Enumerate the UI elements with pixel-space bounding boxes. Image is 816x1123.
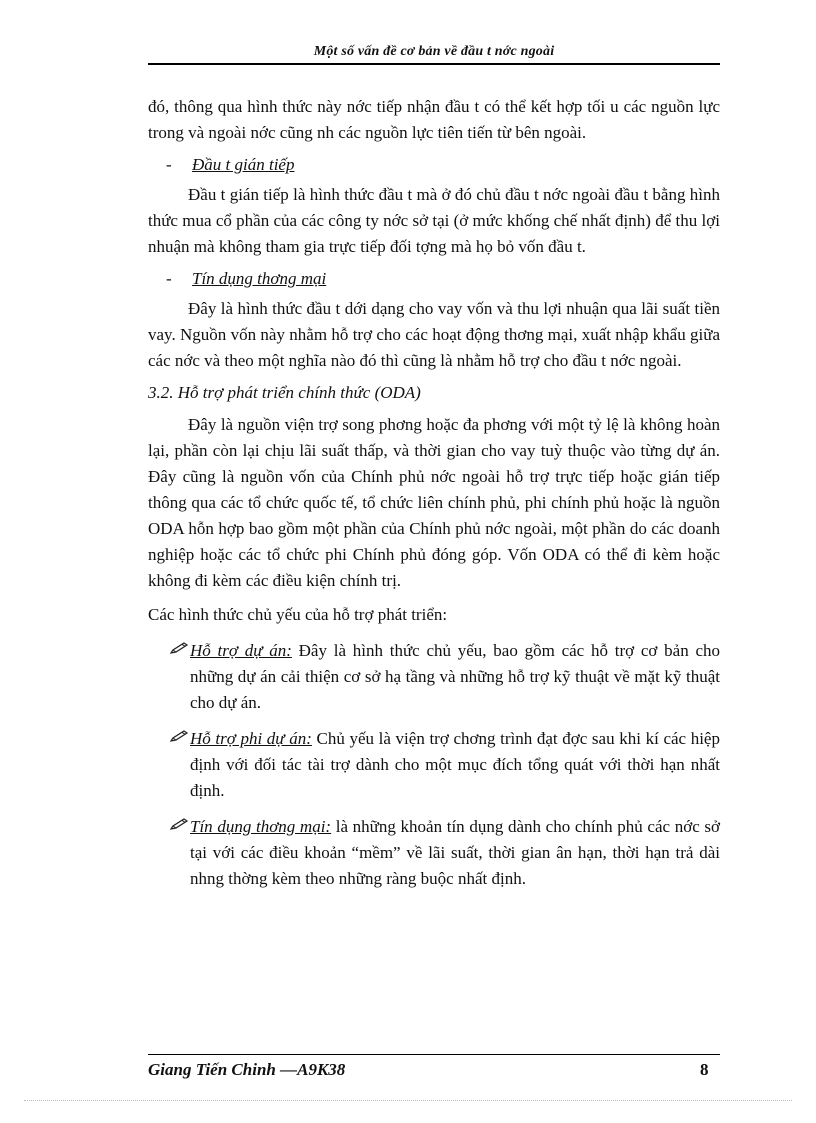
page-header: Một số vấn đề cơ bản về đầu t nớc ngoài — [313, 44, 555, 59]
subheading-indirect-investment — [166, 152, 720, 178]
bullet-lead: Hỗ trợ dự án: — [190, 641, 292, 660]
bullet-text: Đây là hình thức chủ yếu, bao gồm các hỗ trợ cơ bản cho những dự án cải thiện cơ sở hạ tầng và những hỗ trợ kỹ thuật về mặt kỹ thuật cho dự án. — [190, 641, 720, 712]
pencil-icon — [170, 818, 188, 830]
dash-marker: - — [166, 269, 172, 288]
bullet-item — [148, 726, 720, 804]
bullet-text: Chủ yếu là viện trợ chơng trình đạt đợc sau khi kí các hiệp định với đối tác tài trợ dành cho một mục đích tổng quát với thời hạn nhất định. — [190, 729, 720, 800]
footer-rule — [148, 1054, 720, 1055]
bullet-item — [148, 638, 720, 716]
pencil-icon — [170, 642, 188, 654]
header-rule — [148, 63, 720, 65]
paragraph: Đầu t gián tiếp là hình thức đầu t mà ở đó chủ đầu t nớc ngoài đầu t bằng hình thức mua cổ phần của các công ty nớc sở tại (ở mức khống chế nhất định) để thu lợi nhuận mà không tham gia trực tiếp đối tợng mà họ bỏ vốn đầu t. — [148, 185, 720, 256]
section-title: 3.2. Hỗ trợ phát triển chính thức (ODA) — [148, 383, 421, 402]
paragraph: Đây là nguồn viện trợ song phơng hoặc đa phơng với một tỷ lệ là không hoàn lại, phần còn lại chịu lãi suất thấp, và thời gian cho vay tuỳ thuộc vào từng dự án. Đây cũng là nguồn vốn của Chính phủ nớc ngoài hỗ trợ trực tiếp hoặc gián tiếp thông qua các tổ chức quốc tế, tổ chức liên chính phủ, phi chính phủ hoặc là nguồn ODA hỗn hợp bao gồm một phần của Chính phủ nớc ngoài, một phần do các doanh nghiệp hoặc các tổ chức phi Chính phủ đóng góp. Vốn ODA có thể đi kèm hoặc không đi kèm các điều kiện chính trị. — [148, 415, 720, 590]
page-number: 8 — [700, 1060, 709, 1079]
paragraph: đó, thông qua hình thức này nớc tiếp nhận đầu t có thể kết hợp tối u các nguồn lực trong và ngoài nớc cũng nh các nguồn lực tiên tiến từ bên ngoài. — [148, 97, 720, 142]
paragraph: Các hình thức chủ yếu của hỗ trợ phát triển: — [148, 605, 448, 624]
bullet-text: là những khoản tín dụng dành cho chính phủ các nớc sở tại với các điều khoản “mềm” về lãi suất, thời gian ân hạn, thời hạn trả dài nhng thờng kèm theo những ràng buộc nhất định. — [190, 817, 720, 888]
document-body — [148, 94, 720, 892]
footer-author: Giang Tiến Chinh —A9K38 — [148, 1060, 346, 1079]
bullet-lead: Tín dụng thơng mại: — [190, 817, 332, 836]
paragraph: Đây là hình thức đầu t dới dạng cho vay vốn và thu lợi nhuận qua lãi suất tiền vay. Nguồn vốn này nhằm hỗ trợ cho các hoạt động thơng mại, xuất nhập khẩu giữa các nớc và theo một nghĩa nào đó thì cũng là nhằm hỗ trợ cho đầu t nớc ngoài. — [148, 299, 720, 370]
subheading-title: Đầu t gián tiếp — [192, 155, 295, 174]
bullet-lead: Hỗ trợ phi dự án: — [190, 729, 312, 748]
dash-marker: - — [166, 155, 172, 174]
subheading-title: Tín dụng thơng mại — [192, 269, 327, 288]
pencil-icon — [170, 730, 188, 742]
page-edge-dotted-line — [24, 1100, 792, 1101]
subheading-commercial-credit — [166, 266, 720, 292]
bullet-item — [148, 814, 720, 892]
